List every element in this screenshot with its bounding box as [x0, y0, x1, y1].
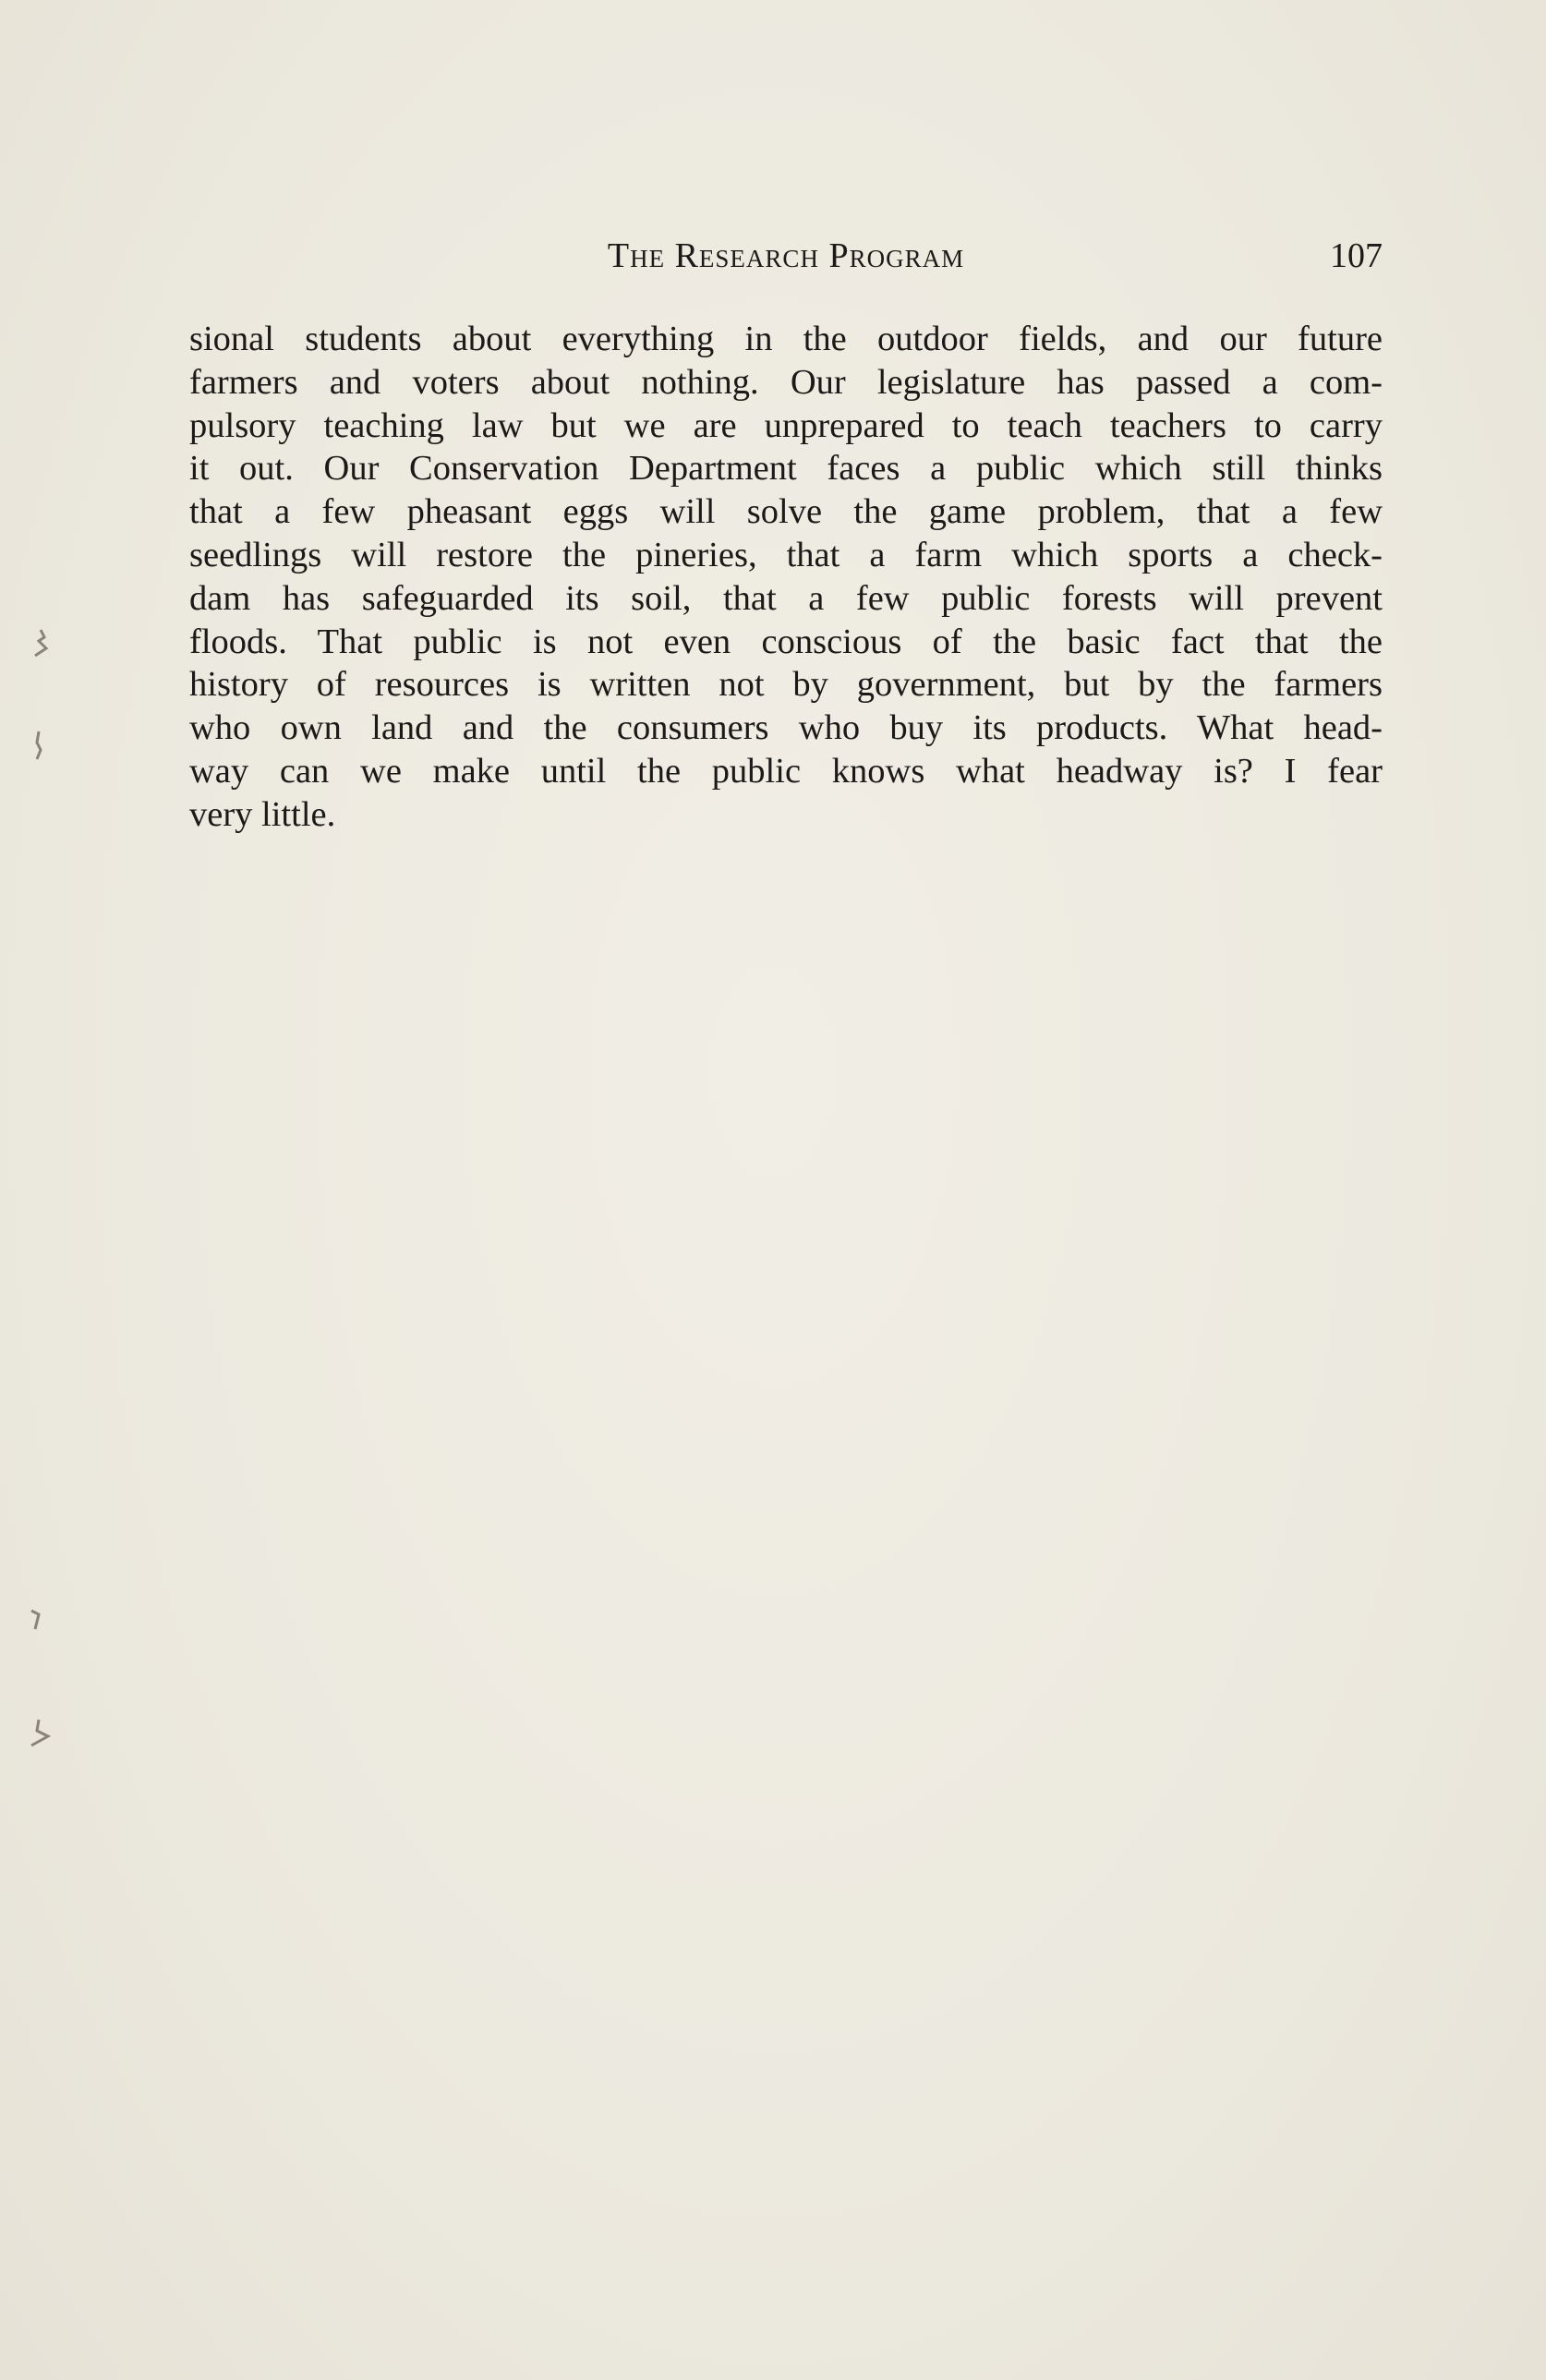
text-line: that a few pheasant eggs will solve the game problem, that a few	[189, 492, 1383, 532]
binding-mark-icon	[28, 730, 50, 763]
text-line: sional students about everything in the outdoor fields, and our future	[189, 320, 1383, 358]
text-line: farmers and voters about nothing. Our legislature has passed a com-	[189, 362, 1383, 402]
running-head	[189, 233, 1383, 279]
body-paragraph	[189, 318, 1383, 837]
text-line: history of resources is written not by government, but by the farmers	[189, 665, 1383, 705]
text-line: way can we make until the public knows what headway is? I fear	[189, 751, 1383, 791]
page-number: 107	[1330, 236, 1383, 275]
binding-mark-icon	[26, 1718, 54, 1751]
text-line: seedlings will restore the pineries, that a farm which sports a check-	[189, 535, 1383, 574]
text-line: who own land and the consumers who buy its products. What head-	[189, 708, 1383, 748]
running-title: The Research Program	[607, 236, 965, 275]
text-line: dam has safeguarded its soil, that a few public forests will prevent	[189, 578, 1383, 618]
text-line: it out. Our Conservation Department faces a public which still thinks	[189, 449, 1383, 489]
binding-mark-icon	[28, 628, 55, 665]
text-line: very little.	[189, 794, 336, 834]
binding-mark-icon	[26, 1607, 44, 1633]
text-line: pulsory teaching law but we are unprepared to teach teachers to carry	[189, 405, 1383, 445]
text-line: floods. That public is not even conscious of the basic fact that the	[189, 622, 1383, 661]
